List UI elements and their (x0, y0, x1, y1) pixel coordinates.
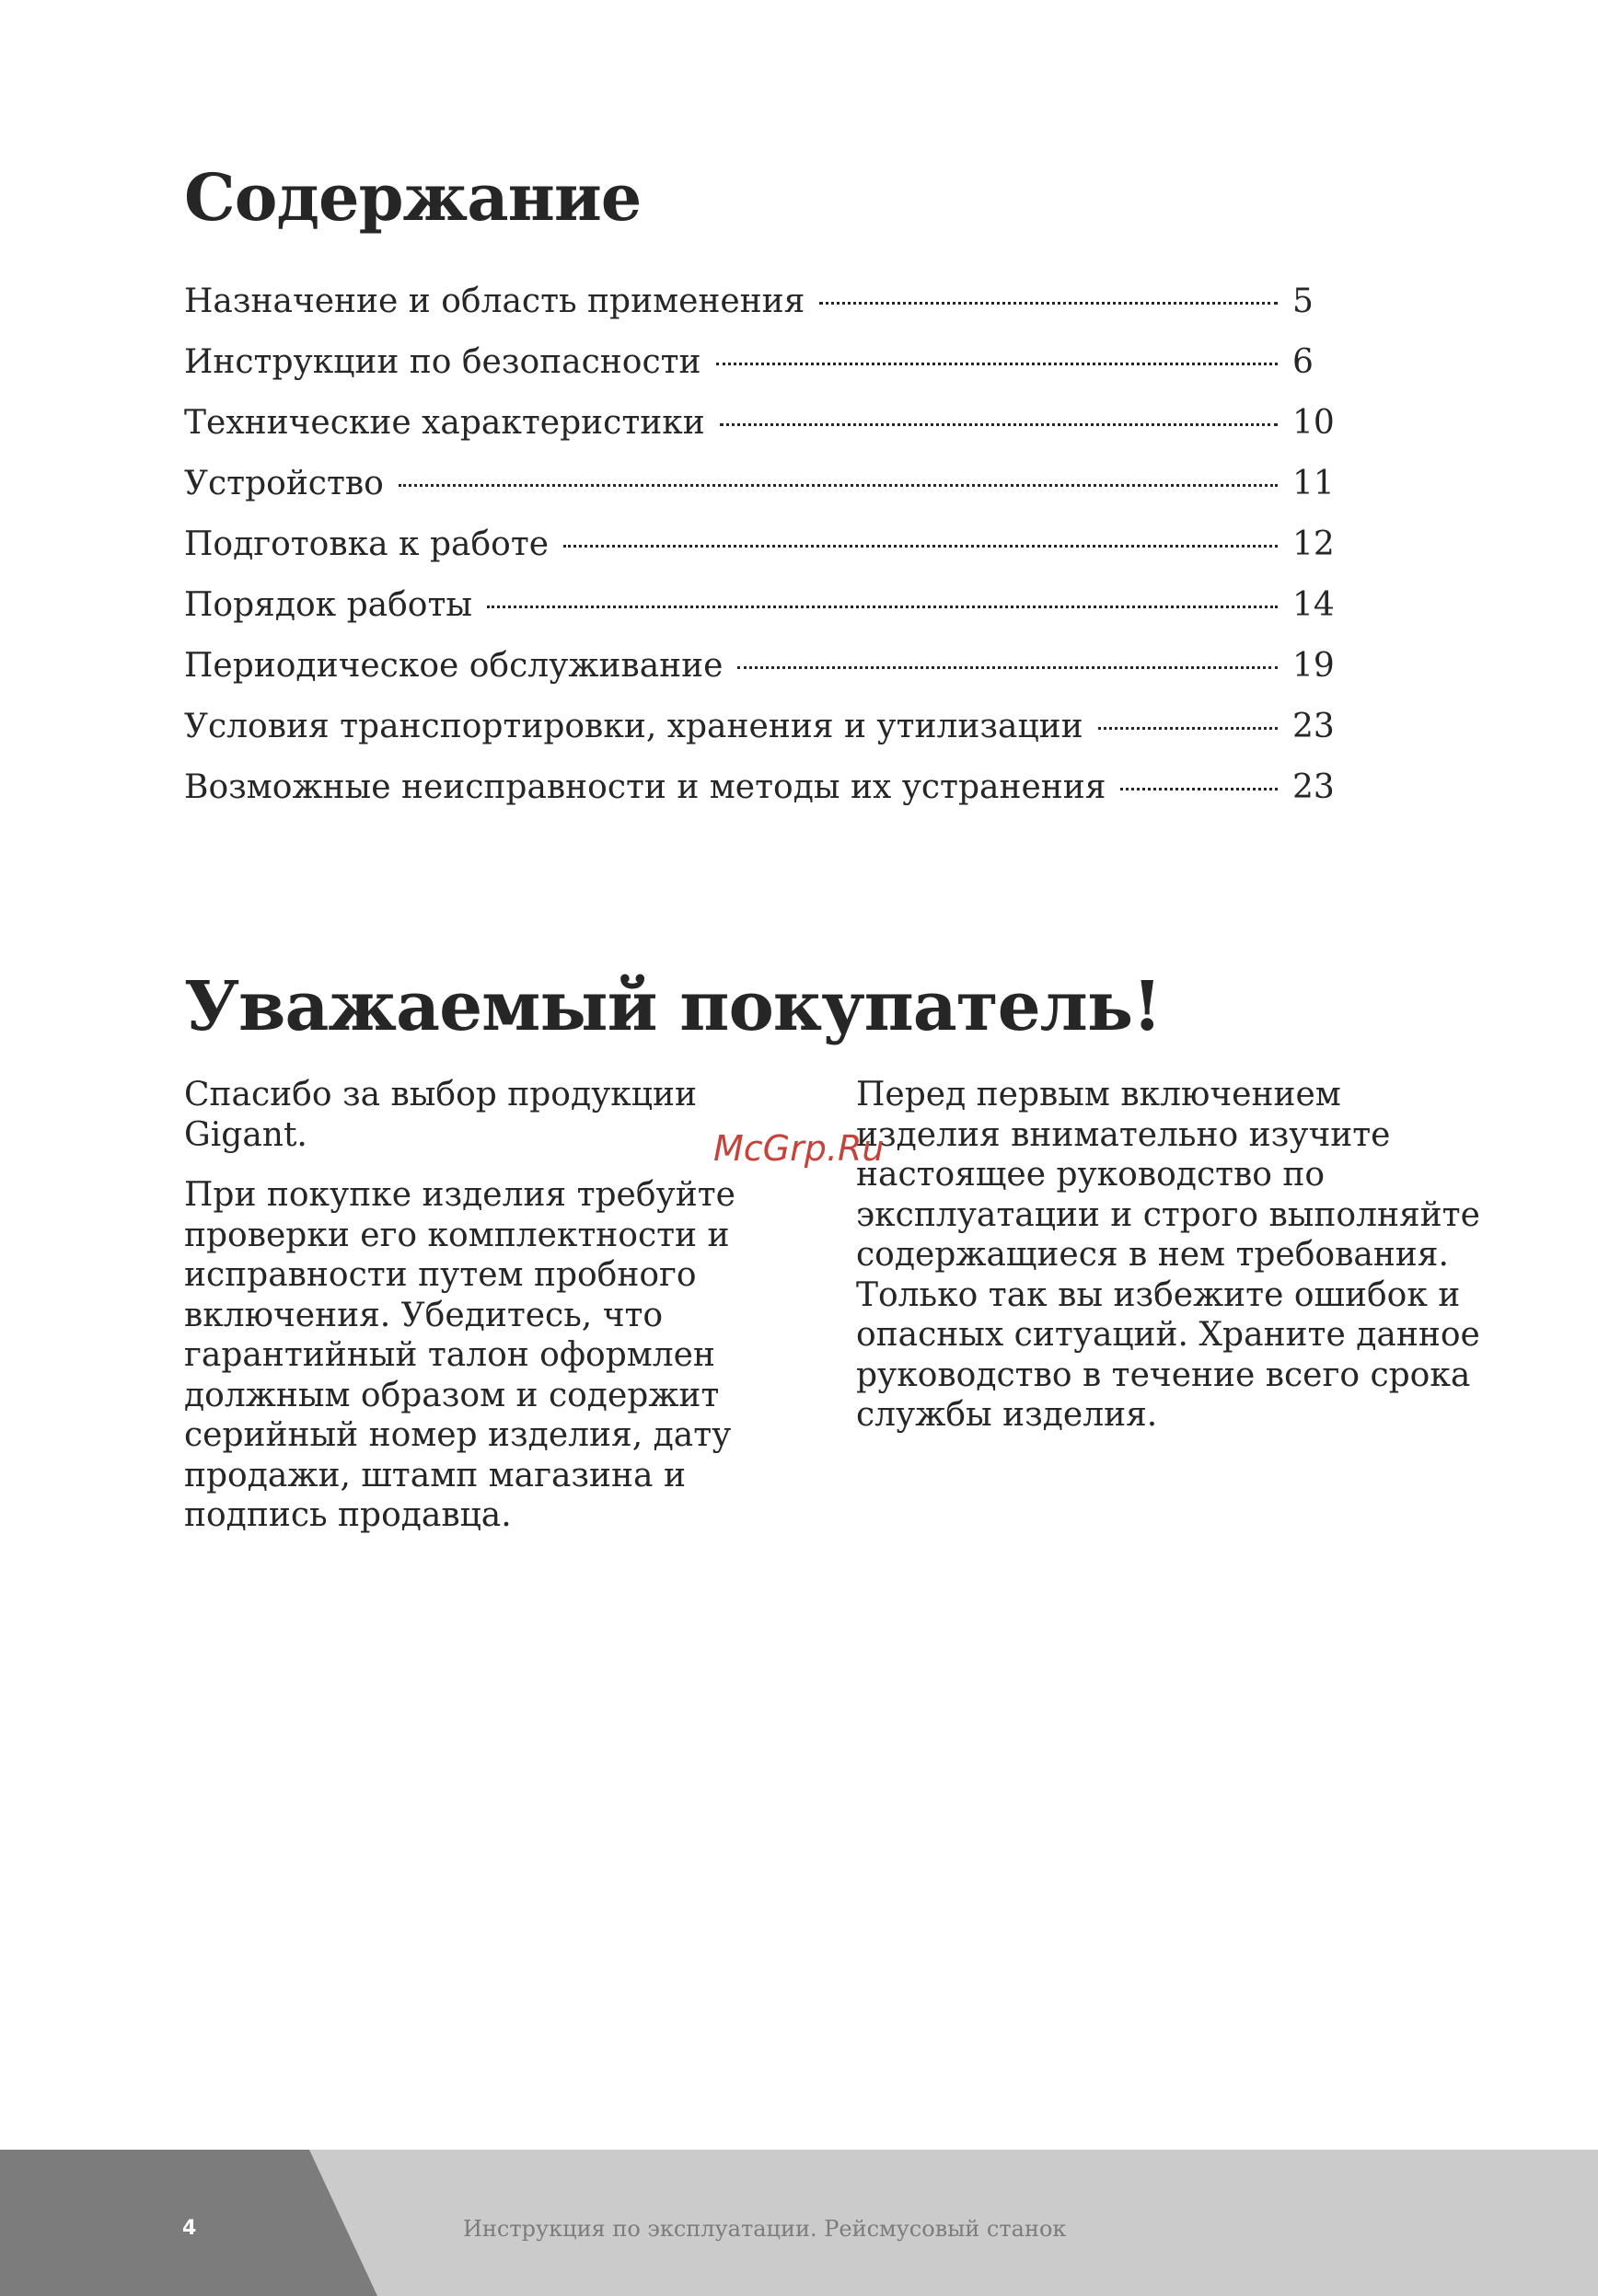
table-of-contents (184, 276, 1344, 823)
toc-entry-label: Возможные неисправности и методы их устранения (184, 768, 1106, 806)
paragraph: Спасибо за выбор продукции Gigant. (184, 1076, 697, 1154)
toc-entry[interactable] (184, 519, 1344, 580)
toc-entry-page: 11 (1292, 465, 1335, 502)
toc-entry[interactable] (184, 762, 1344, 823)
toc-entry[interactable] (184, 458, 1344, 519)
toc-entry-label: Инструкции по безопасности (184, 343, 701, 381)
toc-dot-leader (716, 363, 1278, 365)
greeting-right-column (856, 1075, 1491, 1456)
toc-entry-page: 23 (1292, 768, 1335, 806)
toc-entry[interactable] (184, 701, 1344, 762)
toc-dot-leader (563, 545, 1278, 548)
footer-title: Инструкция по эксплуатации. Рейсмусовый станок (463, 2216, 1067, 2242)
toc-entry-label: Устройство (184, 465, 384, 502)
toc-entry[interactable] (184, 276, 1344, 337)
toc-entry-label: Технические характеристики (184, 404, 705, 442)
toc-dot-leader (399, 484, 1278, 487)
watermark: McGrp.Ru (713, 1128, 885, 1169)
greeting-title: Уважаемый покупатель! (184, 967, 1162, 1046)
toc-entry[interactable] (184, 337, 1344, 398)
toc-dot-leader (1120, 788, 1278, 790)
toc-entry-label: Условия транспортировки, хранения и утилизации (184, 708, 1083, 745)
toc-entry[interactable] (184, 640, 1344, 701)
page-number: 4 (182, 2217, 197, 2240)
toc-dot-leader (487, 606, 1278, 608)
toc-entry-page: 23 (1292, 708, 1335, 745)
toc-dot-leader (819, 302, 1278, 305)
toc-entry-label: Назначение и область применения (184, 283, 805, 320)
toc-entry-page: 10 (1292, 404, 1335, 442)
toc-dot-leader (737, 666, 1278, 669)
toc-entry-label: Периодическое обслуживание (184, 647, 724, 685)
toc-title: Содержание (184, 159, 642, 236)
toc-entry-page: 5 (1292, 283, 1314, 320)
toc-entry-page: 14 (1292, 586, 1335, 624)
toc-entry-label: Подготовка к работе (184, 525, 550, 563)
toc-entry-page: 6 (1292, 343, 1314, 381)
page-footer (0, 2150, 1598, 2296)
toc-dot-leader (1098, 727, 1278, 730)
toc-entry[interactable] (184, 398, 1344, 458)
toc-entry[interactable] (184, 580, 1344, 640)
toc-entry-page: 12 (1292, 525, 1335, 563)
paragraph: Перед первым включением изделия внимательно изучите настоящее руководство по эксплуатации и строго выполняйте содержащиеся в нем требования. Только так вы избежите ошибок и опасных ситуаций. Храните данное руководство в течение всего срока службы изделия. (856, 1076, 1480, 1434)
toc-entry-label: Порядок работы (184, 586, 473, 624)
toc-dot-leader (720, 423, 1278, 426)
toc-entry-page: 19 (1292, 647, 1335, 685)
paragraph: При покупке изделия требуйте проверки его комплектности и исправности путем пробного включения. Убедитесь, что гарантийный талон оформлен должным образом и содержит серийный номер изделия, дату продажи, штамп магазина и подпись продавца. (184, 1176, 735, 1534)
